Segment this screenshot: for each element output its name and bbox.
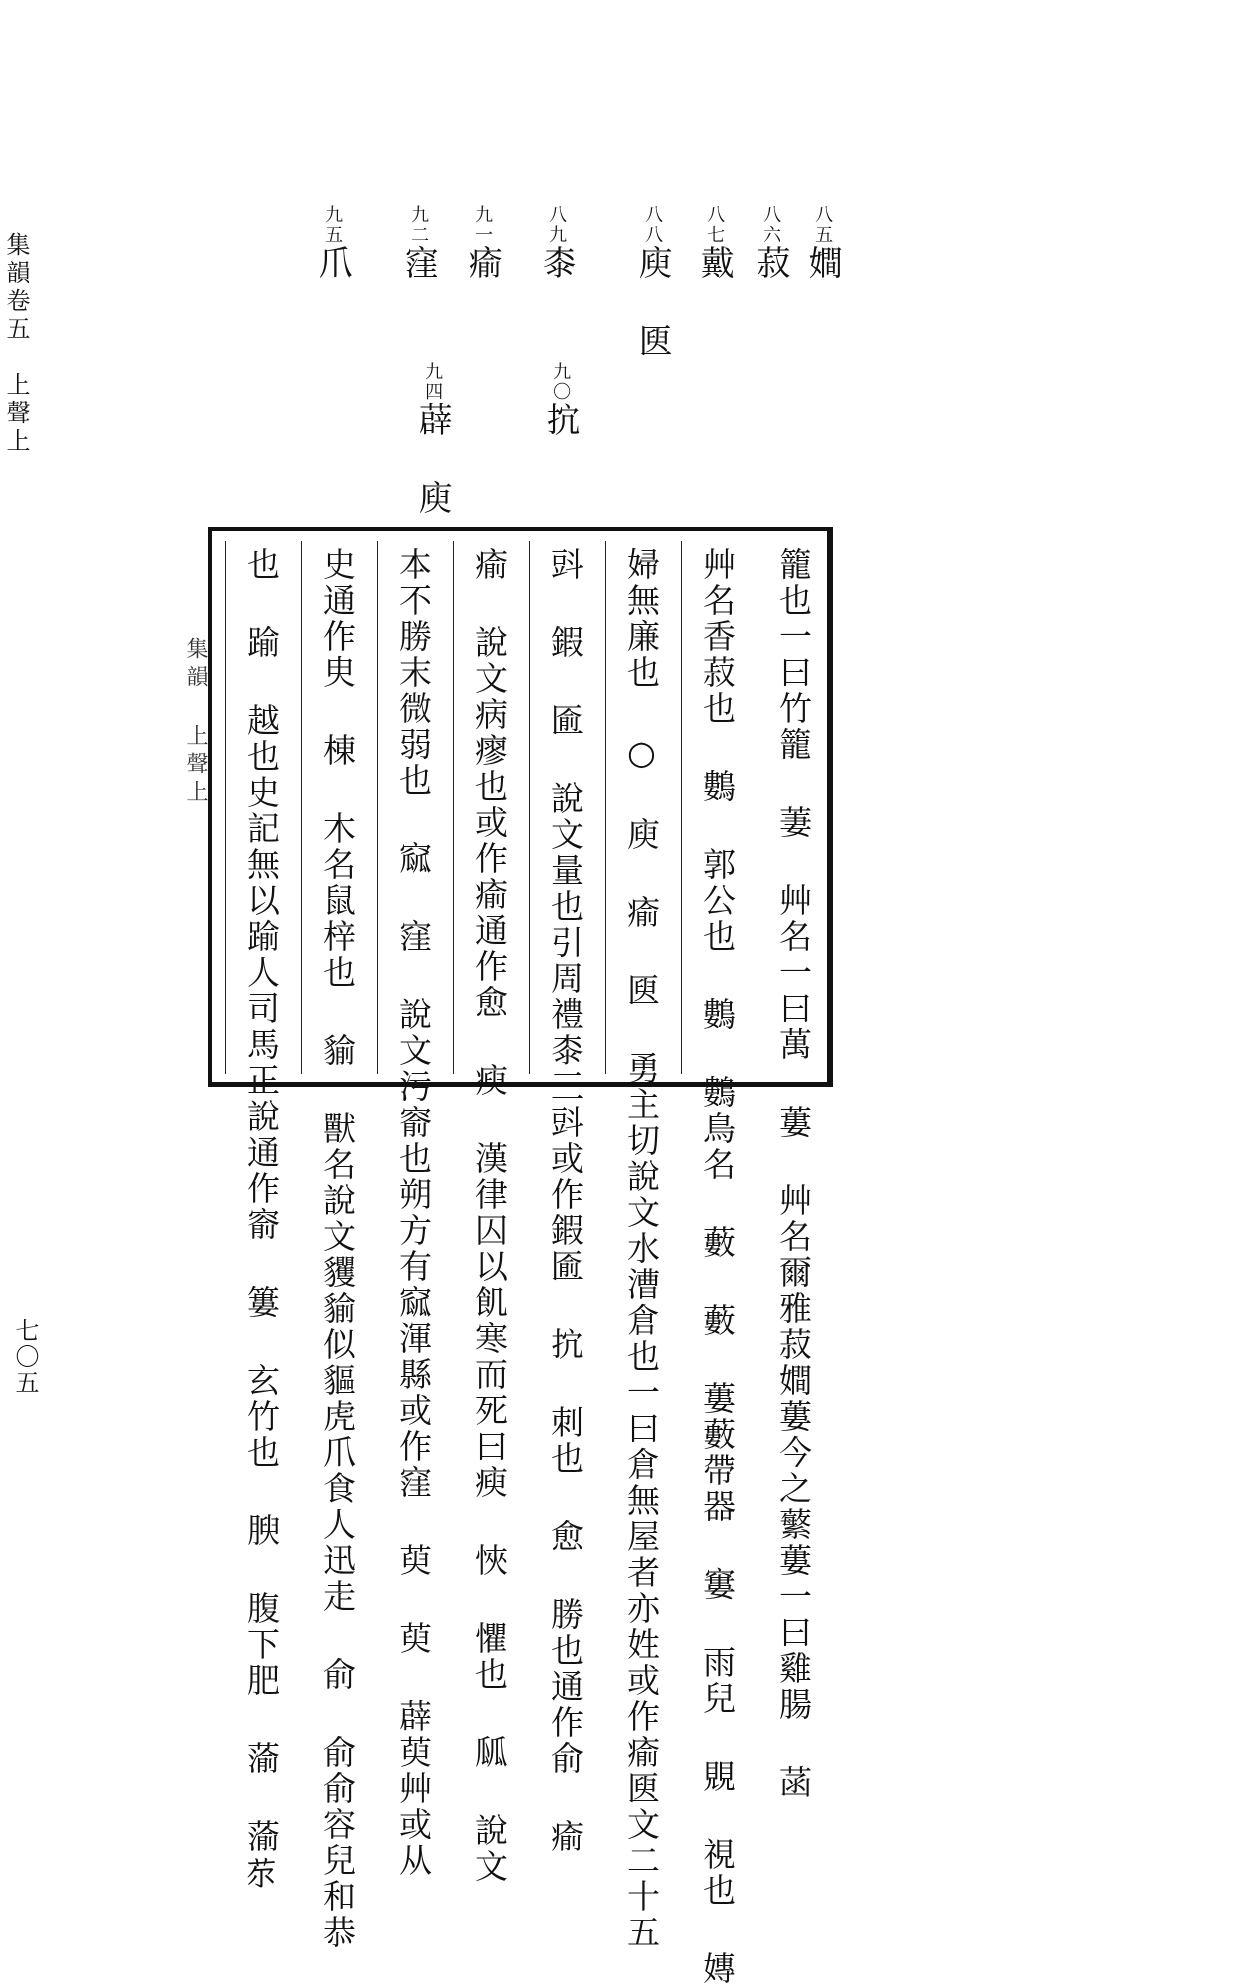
column-text: 籠也一曰竹籠 萋 艸名一曰萬 蔞 艸名爾雅菽𡢃蔞今之蘩蔞一曰雞腸 菡 — [774, 547, 813, 1801]
text-column-2 — [681, 541, 751, 1987]
note-text: 戴 — [694, 245, 735, 281]
note-95 — [312, 205, 351, 281]
column-text: 也 踰 越也史記無以踰人司馬正說通作窬 簍 玄竹也 腴 腹下肥 蕍 蕍𦬼 — [242, 547, 281, 1891]
column-text: 史通作㬰 棟 木名鼠梓也 貐 獸名說文貜貐似貙虎爪食人迅走 俞 俞俞容兒和恭 — [318, 547, 357, 1951]
column-text: 㪷 鍜 匬 說文量也引周禮桼三㪷或作鍜匬 抭 刺也 愈 勝也通作俞 瘉 — [546, 547, 585, 1855]
text-column-4 — [529, 541, 599, 1855]
column-text: 婦無廉也 ○ 庾 瘉 㔱 勇主切說文水漕倉也一曰倉無屋者亦姓或作瘉㔱文二十五 — [622, 547, 661, 1951]
note-text: 庾 㔱 — [632, 245, 673, 359]
note-text: 𡢃 — [802, 245, 843, 281]
note-92 — [398, 205, 437, 281]
note-tag: 九〇 — [550, 362, 572, 402]
note-text: 爪 — [312, 245, 353, 281]
text-column-7 — [301, 541, 371, 1951]
note-tag: 九一 — [472, 205, 494, 245]
column-text: 本不勝末微弱也 窳 窪 說文污窬也朔方有窳渾縣或作窪 萸 萸 薜萸艸或从 — [394, 547, 433, 1879]
note-text: 桼 — [536, 245, 577, 281]
note-87 — [694, 205, 733, 281]
text-column-6 — [377, 541, 447, 1879]
text-column-8 — [225, 541, 295, 1891]
note-text: 菽 — [750, 245, 791, 281]
page-number: 七〇五 — [11, 1318, 39, 1396]
note-85 — [802, 205, 841, 281]
note-text: 窪 — [398, 245, 439, 281]
note-text: 抭 — [540, 402, 581, 438]
column-text: 艸名香菽也 鷜 郭公也 鷜 鷜鳥名 藪 藪 蔞藪帶器 窶 雨兒 覞 視也 嫥 — [698, 547, 737, 1987]
note-86 — [750, 205, 789, 281]
note-tag: 八七 — [704, 205, 726, 245]
side-header: 集韻卷五 上聲上 — [2, 232, 30, 456]
text-column-5 — [453, 541, 523, 1885]
note-89 — [536, 205, 575, 281]
note-tag: 八八 — [642, 205, 664, 245]
text-column-1 — [757, 541, 827, 1801]
text-column-3 — [605, 541, 675, 1951]
note-tag: 九二 — [408, 205, 430, 245]
note-text: 薜 庾 — [412, 402, 453, 516]
note-88 — [632, 205, 671, 359]
note-tag: 八五 — [812, 205, 834, 245]
note-tag: 八六 — [760, 205, 782, 245]
page-gutter — [176, 527, 208, 1087]
main-text-block — [208, 527, 833, 1987]
note-tag: 九四 — [422, 362, 444, 402]
note-90 — [540, 362, 579, 438]
note-tag: 九五 — [322, 205, 344, 245]
gutter-label: 集韻 上聲上 — [183, 637, 208, 808]
note-text: 瘉 — [462, 245, 503, 281]
note-91 — [462, 205, 501, 281]
note-tag: 八九 — [546, 205, 568, 245]
note-94 — [412, 362, 451, 516]
column-text: 瘉 說文病瘳也或作瘉通作愈 瘐 漢律囚以飢寒而死曰瘐 悏 懼也 㼌 說文 — [470, 547, 509, 1885]
